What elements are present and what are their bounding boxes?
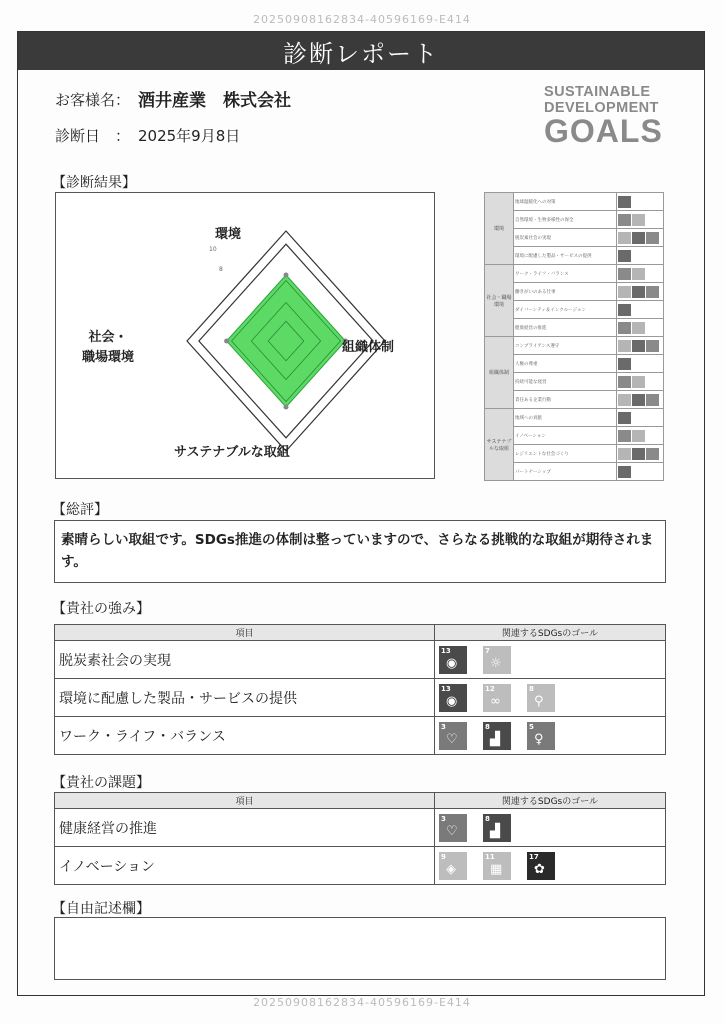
axis-label-society-line2: 職場環境 [82, 350, 135, 365]
sdg-goal-icon [632, 232, 645, 244]
sdg-goal-icon [632, 286, 645, 298]
sdg-goal-number: 12 [485, 684, 495, 693]
row-goal-icons [435, 809, 666, 847]
sdg-goal-glyph: ∞ [490, 693, 501, 709]
scale-tick-8: 8 [219, 266, 223, 273]
category-goal-icons [617, 265, 664, 283]
sdg-goal-number: 17 [529, 852, 539, 861]
category-group-label: 社会・職場環境 [485, 265, 514, 337]
sdg-goal-17-icon [527, 852, 555, 880]
sdg-goal-9-icon [439, 852, 467, 880]
sdg-goal-icon [646, 340, 659, 352]
logo-line-1: SUSTAINABLE [544, 84, 651, 100]
scale-tick-10: 10 [209, 246, 217, 253]
sdg-goal-5-icon [527, 722, 555, 750]
sdg-goal-icon [632, 322, 645, 334]
sdg-goal-12-icon [483, 684, 511, 712]
row-item-label: 環境に配慮した製品・サービスの提供 [55, 679, 435, 717]
sdg-goal-glyph: ◉ [446, 693, 458, 709]
category-goal-icons [617, 337, 664, 355]
section-free-heading: 【自由記述欄】 [52, 901, 150, 917]
date-label: 診断日 ： [55, 127, 131, 145]
section-result-heading: 【診断結果】 [52, 175, 136, 191]
row-goal-icons [435, 679, 666, 717]
table-row [55, 717, 666, 755]
strengths-table [54, 624, 666, 755]
category-goal-icons [617, 229, 664, 247]
sdg-goal-icon [632, 268, 645, 280]
sdg-goal-glyph: ▟ [490, 731, 500, 747]
logo-line-3: GOALS [544, 113, 663, 149]
radar-chart-panel [55, 192, 435, 479]
sdg-goal-icon [618, 448, 631, 460]
sdg-goal-icon [618, 394, 631, 406]
section-summary-heading: 【総評】 [52, 502, 108, 518]
sdg-goal-11-icon [483, 852, 511, 880]
sdg-goal-number: 8 [485, 722, 490, 731]
sdg-goal-3-icon [439, 722, 467, 750]
category-goal-icons [617, 193, 664, 211]
sdg-goal-8-icon [483, 722, 511, 750]
sdg-goal-icon [618, 268, 631, 280]
radar-point-1 [284, 273, 289, 278]
category-goal-icons [617, 391, 664, 409]
sdg-goal-icon [632, 376, 645, 388]
category-item-label: 脱炭素社会の実現 [514, 229, 617, 247]
sdg-goal-number: 7 [485, 646, 490, 655]
summary-text: 素晴らしい取組です。SDGs推進の体制は整っていますので、さらなる挑戦的な取組が期待されます。 [54, 520, 666, 583]
category-item-label: 健康経営の推進 [514, 319, 617, 337]
sdg-goal-number: 3 [441, 722, 446, 731]
sdg-goal-13-icon [439, 684, 467, 712]
sdg-goal-icon [646, 286, 659, 298]
customer-label: お客様名： [55, 91, 131, 109]
row-item-label: イノベーション [55, 847, 435, 885]
sdg-goal-icon [646, 448, 659, 460]
sdg-goal-glyph: ♀ [534, 731, 544, 747]
sdgs-logo [544, 85, 684, 147]
sdg-goal-icon [618, 430, 631, 442]
radar-area [227, 275, 346, 407]
sdg-goal-icon [646, 232, 659, 244]
sdg-goal-icon [632, 430, 645, 442]
strengths-header-item: 項目 [55, 625, 435, 641]
sdg-goal-icon [632, 394, 645, 406]
sdg-goal-icon [618, 250, 631, 262]
axis-label-environment: 環境 [215, 227, 242, 242]
category-goal-icons [617, 409, 664, 427]
table-row [55, 847, 666, 885]
radar-point-3 [284, 405, 289, 410]
sdg-goal-icon [632, 340, 645, 352]
sdg-goal-icon [618, 214, 631, 226]
sdg-goal-glyph: ♡ [446, 823, 458, 839]
row-goal-icons [435, 641, 666, 679]
sdg-goal-glyph: ✿ [534, 861, 545, 877]
report-title: 診断レポート [18, 32, 704, 70]
category-item-label: 地球温暖化への対策 [514, 193, 617, 211]
row-item-label: ワーク・ライフ・バランス [55, 717, 435, 755]
sdg-goal-number: 9 [441, 852, 446, 861]
section-issues-heading: 【貴社の課題】 [52, 775, 150, 791]
category-item-label: 自然環境・生物多様性の保全 [514, 211, 617, 229]
category-group-label: 環境 [485, 193, 514, 265]
row-item-label: 健康経営の推進 [55, 809, 435, 847]
category-item-label: レジリエントな社会づくり [514, 445, 617, 463]
axis-label-sustainable: サステナブルな取組 [174, 445, 290, 460]
sdg-goal-8-icon [527, 684, 555, 712]
category-item-label: 持続可能な経営 [514, 373, 617, 391]
issues-header-goals: 関連するSDGsのゴール [435, 793, 666, 809]
row-goal-icons [435, 717, 666, 755]
sdg-goal-glyph: ◉ [446, 655, 458, 671]
sdg-goal-glyph: ▟ [490, 823, 500, 839]
category-goal-icons [617, 427, 664, 445]
sdg-goal-icon [646, 394, 659, 406]
sdg-goal-icon [618, 358, 631, 370]
issues-table [54, 792, 666, 885]
category-item-label: ワーク・ライフ・バランス [514, 265, 617, 283]
sdg-goal-icon [618, 412, 631, 424]
sdg-goal-glyph: ⚲ [534, 693, 544, 709]
sdg-goal-icon [618, 304, 631, 316]
sdg-goal-number: 11 [485, 852, 495, 861]
category-goal-icons [617, 355, 664, 373]
row-item-label: 脱炭素社会の実現 [55, 641, 435, 679]
sdg-goal-3-icon [439, 814, 467, 842]
sdg-goal-icon [618, 466, 631, 478]
category-item-label: 環境に配慮した製品・サービスの提供 [514, 247, 617, 265]
sdg-goal-icon [632, 214, 645, 226]
category-goal-icons [617, 283, 664, 301]
category-goal-icons [617, 445, 664, 463]
customer-name: 酒井産業 株式会社 [138, 91, 291, 111]
sdg-goal-number: 13 [441, 684, 451, 693]
sdg-goal-icon [618, 196, 631, 208]
sdg-goal-number: 8 [485, 814, 490, 823]
sdg-goal-number: 5 [529, 722, 534, 731]
table-row [55, 679, 666, 717]
table-row [55, 641, 666, 679]
sdg-goal-number: 3 [441, 814, 446, 823]
sdg-goal-7-icon [483, 646, 511, 674]
category-row [485, 265, 664, 283]
category-goal-icons [617, 301, 664, 319]
category-row [485, 409, 664, 427]
sdg-goal-icon [618, 376, 631, 388]
table-row [55, 809, 666, 847]
category-item-label: ダイバーシティ＆インクルージョン [514, 301, 617, 319]
sdg-goal-number: 8 [529, 684, 534, 693]
sdg-goal-glyph: ☼ [490, 655, 502, 671]
radar-point-4 [224, 339, 229, 344]
sdg-goal-icon [618, 340, 631, 352]
logo-line-2: DEVELOPMENT [544, 99, 659, 116]
axis-label-organization: 組織体制 [342, 340, 395, 355]
axis-label-society [82, 328, 134, 368]
category-item-label: イノベーション [514, 427, 617, 445]
category-goal-icons [617, 319, 664, 337]
category-item-label: 人権の尊重 [514, 355, 617, 373]
sdg-goal-glyph: ◈ [446, 861, 456, 877]
category-item-label: 働きがいのある仕事 [514, 283, 617, 301]
sdg-goal-8-icon [483, 814, 511, 842]
category-goal-icons [617, 211, 664, 229]
doc-stamp-top: 20250908162834-40596169-E414 [253, 13, 471, 26]
sdg-goal-glyph: ♡ [446, 731, 458, 747]
strengths-header-goals: 関連するSDGsのゴール [435, 625, 666, 641]
sdg-goal-13-icon [439, 646, 467, 674]
free-text-area[interactable] [54, 917, 666, 980]
axis-label-society-line1: 社会・ [88, 330, 128, 345]
category-group-label: サステナブルな取組 [485, 409, 514, 481]
category-goal-icons [617, 247, 664, 265]
category-row [485, 337, 664, 355]
category-table [484, 192, 664, 481]
category-item-label: 地域への貢献 [514, 409, 617, 427]
issues-header-item: 項目 [55, 793, 435, 809]
category-item-label: コンプライアンス遵守 [514, 337, 617, 355]
row-goal-icons [435, 847, 666, 885]
sdg-goal-icon [618, 322, 631, 334]
category-goal-icons [617, 373, 664, 391]
category-row [485, 193, 664, 211]
sdg-goal-icon [618, 286, 631, 298]
sdg-goal-icon [632, 448, 645, 460]
category-goal-icons [617, 463, 664, 481]
date-value: 2025年9月8日 [138, 127, 241, 145]
sdg-goal-number: 13 [441, 646, 451, 655]
category-item-label: 責任ある企業行動 [514, 391, 617, 409]
section-strengths-heading: 【貴社の強み】 [52, 601, 150, 617]
category-item-label: パートナーシップ [514, 463, 617, 481]
sdg-goal-glyph: ▦ [490, 861, 503, 877]
doc-stamp-bottom: 20250908162834-40596169-E414 [253, 996, 471, 1009]
sdg-goal-icon [618, 232, 631, 244]
category-group-label: 組織体制 [485, 337, 514, 409]
